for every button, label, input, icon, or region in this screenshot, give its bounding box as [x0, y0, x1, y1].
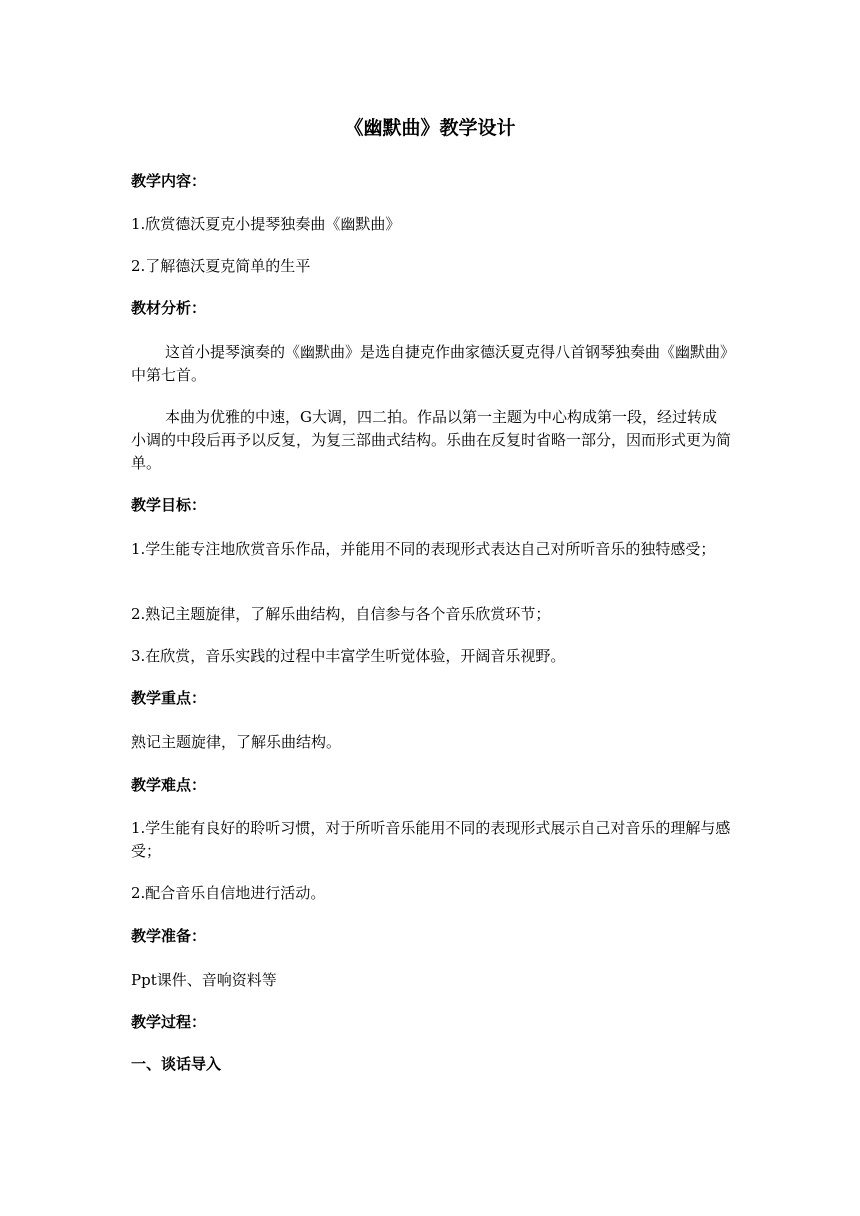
difficulty-item: 2.配合音乐自信地进行活动。 — [131, 884, 326, 902]
analysis-paragraph: 本曲为优雅的中速，G大调，四二拍。作品以第一主题为中心构成第一段，经过转成小调的中段后再予以反复，为复三部曲式结构。乐曲在反复时省略一部分，因而形式更为简单。 — [131, 408, 732, 472]
goals-item: 1.学生能专注地欣赏音乐作品，并能用不同的表现形式表达自己对所听音乐的独特感受； — [131, 540, 716, 558]
process-heading: 教学过程： — [131, 1013, 207, 1031]
goals-item: 2.熟记主题旋律，了解乐曲结构，自信参与各个音乐欣赏环节； — [131, 605, 551, 623]
goals-heading: 教学目标： — [131, 496, 207, 514]
analysis-paragraph: 这首小提琴演奏的《幽默曲》是选自捷克作曲家德沃夏克得八首钢琴独奏曲《幽默曲》中第七首。 — [131, 343, 728, 384]
key-text: 熟记主题旋律，了解乐曲结构。 — [131, 733, 342, 751]
content-item: 1.欣赏德沃夏克小提琴独奏曲《幽默曲》 — [131, 215, 401, 233]
content-item: 2.了解德沃夏克简单的生平 — [131, 257, 311, 275]
prep-heading: 教学准备： — [131, 927, 207, 945]
process-step-heading: 一、谈话导入 — [131, 1055, 222, 1073]
goals-item: 3.在欣赏，音乐实践的过程中丰富学生听觉体验，开阔音乐视野。 — [131, 647, 566, 665]
analysis-heading: 教材分析： — [131, 299, 207, 317]
key-heading: 教学重点： — [131, 689, 207, 707]
document-title: 《幽默曲》教学设计 — [344, 117, 516, 139]
difficulty-heading: 教学难点： — [131, 776, 207, 794]
content-heading: 教学内容： — [131, 172, 207, 190]
prep-text: Ppt课件、音响资料等 — [131, 971, 277, 989]
difficulty-item: 1.学生能有良好的聆听习惯，对于所听音乐能用不同的表现形式展示自己对音乐的理解与感受； — [131, 819, 731, 860]
